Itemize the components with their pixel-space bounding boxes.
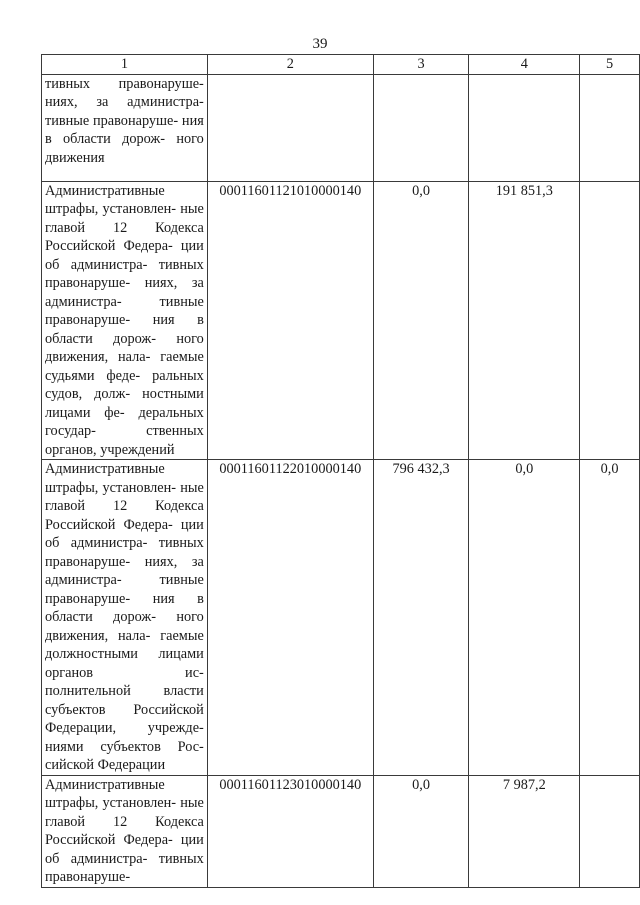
value-col4: 0,0 — [469, 460, 580, 776]
budget-code: 00011601123010000140 — [207, 775, 373, 887]
revenue-name: Административные штрафы, установлен- ные главой 12 Кодекса Российской Федера- ции об администра- тивных правонаруше- — [42, 775, 208, 887]
budget-table — [41, 54, 640, 888]
column-header: 1 — [42, 55, 208, 75]
value-col4 — [469, 74, 580, 181]
value-col5 — [580, 74, 640, 181]
table-row — [42, 775, 640, 887]
table-row — [42, 460, 640, 776]
table-header-row — [42, 55, 640, 75]
budget-code: 00011601121010000140 — [207, 181, 373, 460]
value-col5: 0,0 — [580, 460, 640, 776]
table-row — [42, 181, 640, 460]
revenue-name: Административные штрафы, установлен- ные главой 12 Кодекса Российской Федера- ции об администра- тивных правонаруше- ниях, за администра- тивные правонаруше- ния в области дорож- ного движения, нала- гаемые должностными лицами органов ис- полнительной власти субъектов Российской Федерации, учрежде- ниями субъектов Рос- сийской Федерации — [42, 460, 208, 776]
table-row — [42, 74, 640, 181]
revenue-name: тивных правонаруше- ниях, за администра- тивные правонаруше- ния в области дорож- ного движения — [42, 74, 208, 181]
column-header: 4 — [469, 55, 580, 75]
column-header: 5 — [580, 55, 640, 75]
page-number: 39 — [312, 36, 328, 52]
column-header: 2 — [207, 55, 373, 75]
budget-code — [207, 74, 373, 181]
value-col4: 7 987,2 — [469, 775, 580, 887]
value-col3: 0,0 — [373, 181, 469, 460]
column-header: 3 — [373, 55, 469, 75]
value-col4: 191 851,3 — [469, 181, 580, 460]
revenue-name: Административные штрафы, установлен- ные главой 12 Кодекса Российской Федера- ции об администра- тивных правонаруше- ниях, за администра- тивные правонаруше- ния в области дорож- ного движения, нала- гаемые судьями феде- ральных судов, долж- ностными лицами фе- деральных государ- ственных органов, учреждений — [42, 181, 208, 460]
budget-code: 00011601122010000140 — [207, 460, 373, 776]
value-col5 — [580, 775, 640, 887]
value-col3: 796 432,3 — [373, 460, 469, 776]
value-col3 — [373, 74, 469, 181]
value-col5 — [580, 181, 640, 460]
value-col3: 0,0 — [373, 775, 469, 887]
